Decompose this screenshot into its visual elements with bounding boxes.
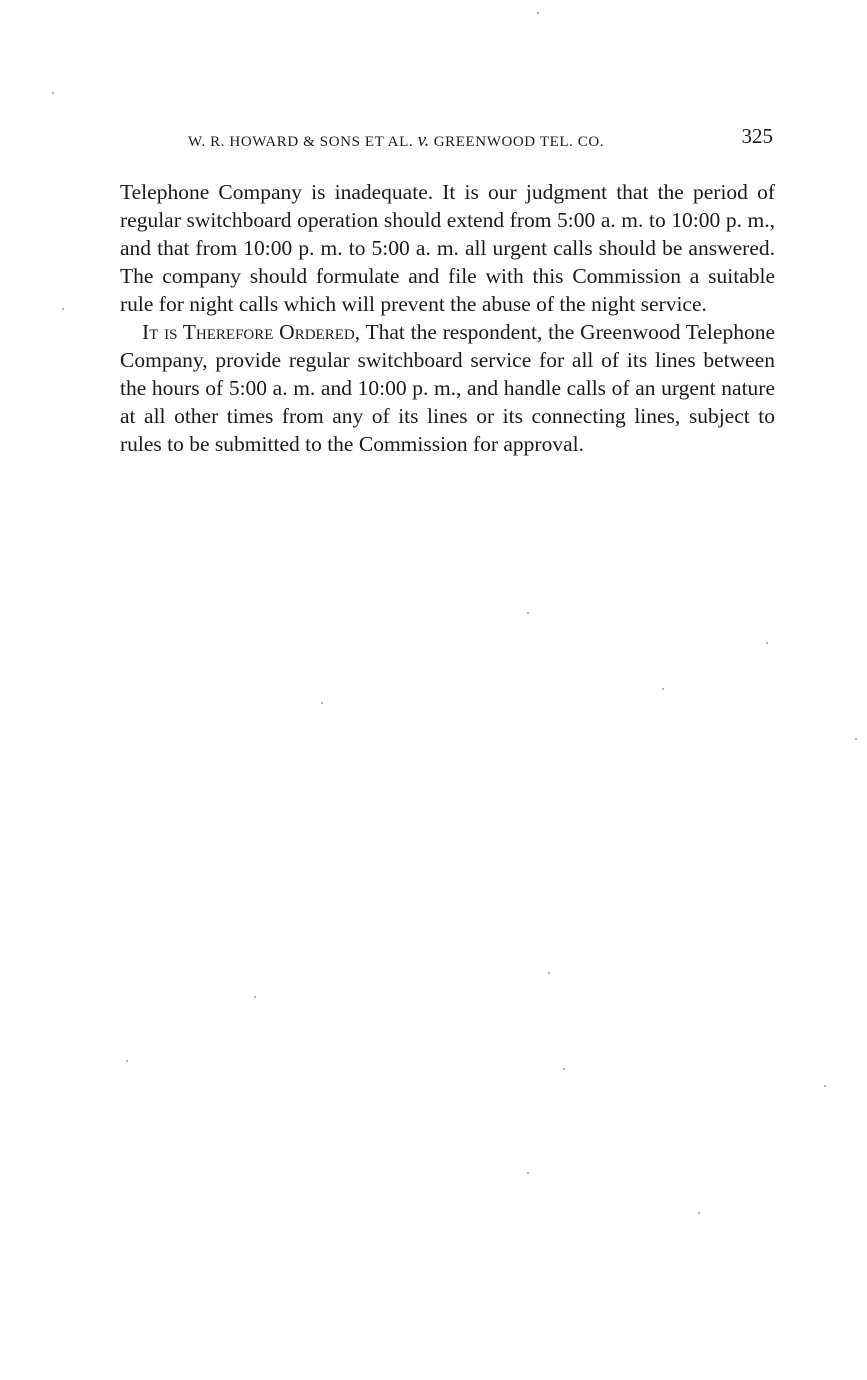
case-caption [188,130,604,152]
page-number: 325 [741,124,773,148]
versus-abbreviation: v. [417,130,430,151]
scan-speck [126,1060,128,1062]
scan-speck [52,92,54,94]
body-text [120,178,775,458]
scan-speck [698,1212,700,1214]
scan-speck [548,972,550,974]
running-head [120,124,775,154]
scan-speck [766,642,768,644]
order-text: That the respondent, the Greenwood Telephone Company, provide regular switchboard service for all of its lines between the hours of 5:00 a. m. and 10:00 p. m., and handle calls of an urgent nature at all other times from any of its lines or its connecting lines, subject to rules to be submitted to the Commission for approval. [120,320,775,456]
scan-speck [855,738,857,740]
scan-speck [254,996,256,998]
scan-speck [662,688,664,690]
scan-speck [62,308,64,310]
case-caption-parties: W. R. HOWARD & SONS ET AL. [188,134,418,150]
scan-speck [537,12,539,14]
paragraph-continued: Telephone Company is inadequate. It is our judgment that the period of regular switchboard operation should extend from 5:00 a. m. to 10:00 p. m., and that from 10:00 p. m. to 5:00 a. m. all urgent calls should be answered. The company should formulate and file with this Commission a suitable rule for night calls which will prevent the abuse of the night service. [120,180,775,316]
scan-speck [824,1085,826,1087]
case-caption-respondent: GREENWOOD TEL. CO. [429,134,605,150]
scan-speck [563,1068,565,1070]
scan-speck [527,612,529,614]
scan-speck [527,1172,529,1174]
paragraph-order [120,318,775,458]
order-lead-in: It is Therefore Ordered, [142,320,361,344]
scan-speck [321,702,323,704]
